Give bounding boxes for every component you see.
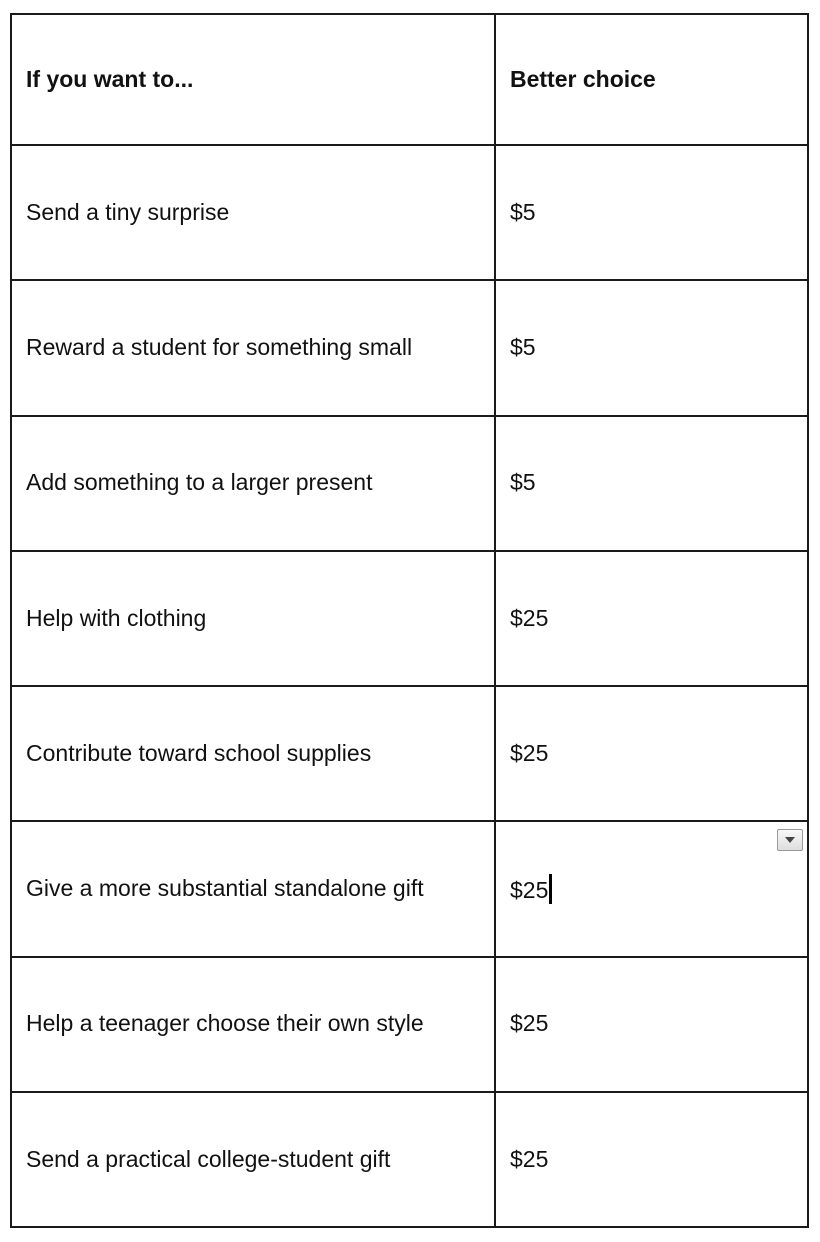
table-row-active xyxy=(11,821,808,956)
want-cell[interactable]: Send a tiny surprise xyxy=(11,145,495,280)
table-header-row xyxy=(11,14,808,145)
choice-cell[interactable]: $5 xyxy=(495,145,808,280)
cell-dropdown-button[interactable] xyxy=(777,829,803,851)
choice-cell[interactable]: $5 xyxy=(495,280,808,415)
table-row xyxy=(11,416,808,551)
table-row xyxy=(11,551,808,686)
choice-cell-editing[interactable] xyxy=(495,821,808,956)
choice-cell[interactable]: $5 xyxy=(495,416,808,551)
document-table-container xyxy=(10,13,807,1228)
choice-cell[interactable]: $25 xyxy=(495,686,808,821)
column-header-want[interactable]: If you want to... xyxy=(11,14,495,145)
choice-cell[interactable]: $25 xyxy=(495,957,808,1092)
column-header-choice[interactable]: Better choice xyxy=(495,14,808,145)
text-cursor xyxy=(549,874,552,904)
gift-choice-table xyxy=(10,13,809,1228)
want-cell[interactable]: Add something to a larger present xyxy=(11,416,495,551)
choice-cell[interactable]: $25 xyxy=(495,551,808,686)
want-cell[interactable]: Help a teenager choose their own style xyxy=(11,957,495,1092)
want-cell[interactable]: Contribute toward school supplies xyxy=(11,686,495,821)
choice-cell-text: $25 xyxy=(510,876,549,903)
table-row xyxy=(11,280,808,415)
table-row xyxy=(11,145,808,280)
want-cell[interactable]: Reward a student for something small xyxy=(11,280,495,415)
chevron-down-icon xyxy=(784,836,796,844)
want-cell[interactable]: Send a practical college-student gift xyxy=(11,1092,495,1227)
table-row xyxy=(11,957,808,1092)
table-row xyxy=(11,686,808,821)
want-cell[interactable]: Give a more substantial standalone gift xyxy=(11,821,495,956)
choice-cell[interactable]: $25 xyxy=(495,1092,808,1227)
want-cell[interactable]: Help with clothing xyxy=(11,551,495,686)
table-row xyxy=(11,1092,808,1227)
